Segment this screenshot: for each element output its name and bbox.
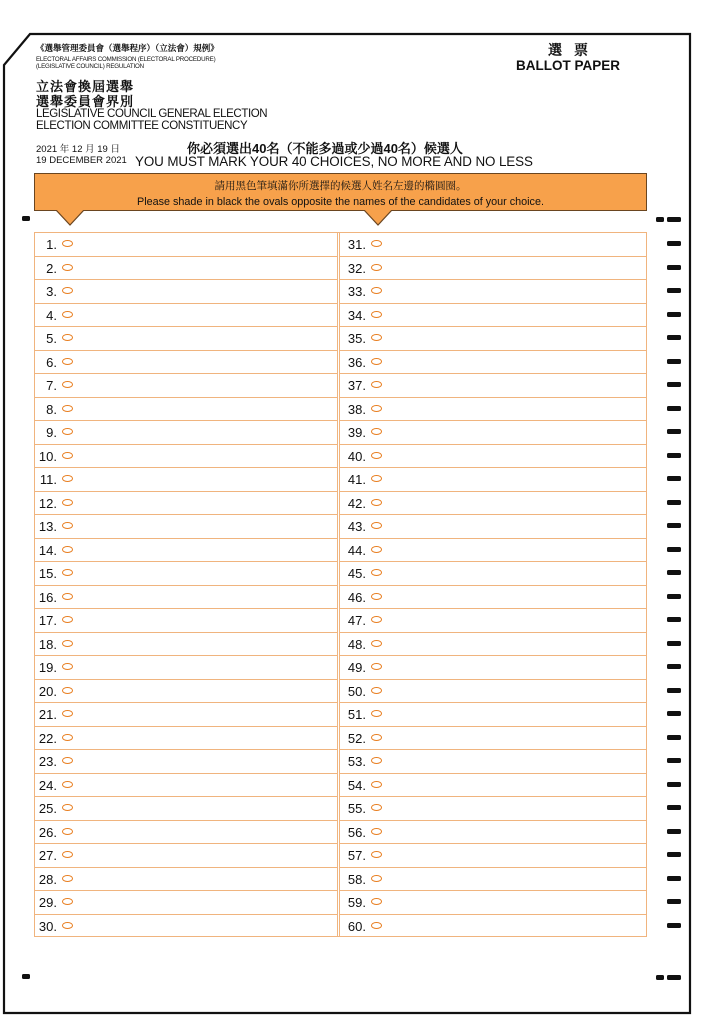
candidate-row xyxy=(340,468,646,492)
candidate-oval[interactable] xyxy=(62,734,73,741)
candidate-row xyxy=(35,562,337,586)
candidate-row xyxy=(340,327,646,351)
timing-mark xyxy=(667,359,681,364)
candidate-row xyxy=(35,421,337,445)
candidate-oval[interactable] xyxy=(62,499,73,506)
candidate-number: 39. xyxy=(347,425,366,440)
candidate-oval[interactable] xyxy=(371,640,382,647)
candidate-number: 59. xyxy=(347,895,366,910)
candidate-number: 34. xyxy=(347,307,366,323)
candidate-number: 13. xyxy=(38,519,57,534)
candidate-number: 2. xyxy=(46,260,57,276)
candidate-oval[interactable] xyxy=(62,663,73,670)
candidate-row xyxy=(35,868,337,892)
candidate-column-left xyxy=(35,233,337,936)
candidate-number: 33. xyxy=(347,284,366,299)
candidate-number: 56. xyxy=(347,824,366,840)
candidate-oval[interactable] xyxy=(62,546,73,553)
candidate-oval[interactable] xyxy=(371,311,382,318)
candidate-row xyxy=(340,915,646,939)
candidate-number: 40. xyxy=(347,448,366,464)
candidate-row xyxy=(35,492,337,516)
candidate-oval[interactable] xyxy=(371,710,382,717)
candidate-number: 47. xyxy=(347,613,366,628)
candidate-row xyxy=(340,233,646,257)
candidate-number: 8. xyxy=(46,401,57,417)
candidate-row xyxy=(340,398,646,422)
candidate-row xyxy=(340,750,646,774)
candidate-row xyxy=(340,656,646,680)
shade-instruction-en: Please shade in black the ovals opposite the names of the candidates of your choice. xyxy=(137,196,544,208)
candidate-oval[interactable] xyxy=(62,240,73,247)
candidate-oval[interactable] xyxy=(62,358,73,365)
candidate-number: 60. xyxy=(347,918,366,934)
candidate-number: 21. xyxy=(38,707,57,722)
candidate-oval[interactable] xyxy=(62,593,73,600)
candidate-row xyxy=(340,609,646,633)
candidate-oval[interactable] xyxy=(62,334,73,341)
candidate-number: 18. xyxy=(38,636,57,652)
candidate-row xyxy=(340,492,646,516)
candidate-oval[interactable] xyxy=(62,616,73,623)
candidate-number: 3. xyxy=(46,284,57,299)
candidate-oval[interactable] xyxy=(62,287,73,294)
candidate-number: 4. xyxy=(46,307,57,323)
candidate-oval[interactable] xyxy=(371,240,382,247)
candidate-oval[interactable] xyxy=(371,287,382,294)
candidate-row xyxy=(340,774,646,798)
shade-instruction-zh: 請用黑色筆填滿你所選擇的候選人姓名左邊的橢圓圈。 xyxy=(214,180,467,192)
candidate-number: 31. xyxy=(347,237,366,252)
timing-mark xyxy=(667,429,681,434)
timing-mark xyxy=(667,265,681,270)
candidate-oval[interactable] xyxy=(371,687,382,694)
candidate-number: 46. xyxy=(347,589,366,605)
candidate-row xyxy=(35,374,337,398)
candidate-row xyxy=(340,304,646,328)
candidate-oval[interactable] xyxy=(371,851,382,858)
candidate-number: 24. xyxy=(38,777,57,793)
timing-mark xyxy=(22,974,30,979)
candidate-row xyxy=(35,915,337,939)
candidate-number: 22. xyxy=(38,730,57,746)
candidate-oval[interactable] xyxy=(371,593,382,600)
candidate-row xyxy=(340,868,646,892)
candidate-row xyxy=(340,586,646,610)
election-title-en-2: ELECTION COMMITTEE CONSTITUENCY xyxy=(36,120,248,132)
candidate-row xyxy=(35,821,337,845)
candidate-oval[interactable] xyxy=(371,663,382,670)
candidate-oval[interactable] xyxy=(62,381,73,388)
candidate-row xyxy=(35,656,337,680)
candidate-oval[interactable] xyxy=(62,875,73,882)
timing-mark xyxy=(667,288,681,293)
timing-mark xyxy=(667,335,681,340)
candidate-row xyxy=(35,327,337,351)
candidate-row xyxy=(340,351,646,375)
candidate-number: 20. xyxy=(38,683,57,699)
candidate-row xyxy=(340,374,646,398)
candidate-number: 30. xyxy=(38,918,57,934)
candidate-oval[interactable] xyxy=(371,781,382,788)
candidate-number: 15. xyxy=(38,566,57,581)
timing-mark xyxy=(667,805,681,810)
timing-mark xyxy=(667,782,681,787)
timing-mark xyxy=(667,547,681,552)
candidate-number: 7. xyxy=(46,378,57,393)
candidate-number: 37. xyxy=(347,378,366,393)
ballot-title-en: BALLOT PAPER xyxy=(516,58,620,73)
candidate-row xyxy=(35,774,337,798)
timing-mark xyxy=(667,312,681,317)
election-title-zh-1: 立法會換屆選舉 xyxy=(36,79,135,94)
candidate-number: 35. xyxy=(347,331,366,346)
candidate-number: 6. xyxy=(46,354,57,370)
candidate-number: 38. xyxy=(347,401,366,417)
timing-mark xyxy=(656,975,664,980)
candidate-oval[interactable] xyxy=(62,922,73,929)
candidate-oval[interactable] xyxy=(62,452,73,459)
candidate-number: 14. xyxy=(38,542,57,558)
right-column-pointer-icon xyxy=(363,210,393,228)
candidate-oval[interactable] xyxy=(371,452,382,459)
candidate-oval[interactable] xyxy=(371,616,382,623)
candidate-number: 1. xyxy=(46,237,57,252)
candidate-oval[interactable] xyxy=(371,922,382,929)
candidate-number: 50. xyxy=(347,683,366,699)
candidate-oval[interactable] xyxy=(62,264,73,271)
candidate-number: 51. xyxy=(347,707,366,722)
candidate-oval[interactable] xyxy=(371,757,382,764)
timing-mark xyxy=(667,711,681,716)
candidate-number: 17. xyxy=(38,613,57,628)
candidate-oval[interactable] xyxy=(62,522,73,529)
candidate-oval[interactable] xyxy=(371,898,382,905)
candidate-number: 16. xyxy=(38,589,57,605)
commission-line-2: (LEGISLATIVE COUNCIL) REGULATION xyxy=(36,63,144,70)
candidate-number: 9. xyxy=(46,425,57,440)
candidate-oval[interactable] xyxy=(62,428,73,435)
candidate-oval[interactable] xyxy=(62,757,73,764)
candidate-number: 32. xyxy=(347,260,366,276)
timing-mark xyxy=(667,500,681,505)
candidate-oval[interactable] xyxy=(371,804,382,811)
candidate-number: 23. xyxy=(38,754,57,769)
timing-mark xyxy=(667,570,681,575)
timing-mark xyxy=(667,594,681,599)
candidate-row xyxy=(35,351,337,375)
candidate-oval[interactable] xyxy=(371,475,382,482)
choice-instruction-zh: 你必須選出40名（不能多過或少過40名）候選人 xyxy=(187,141,463,156)
timing-mark xyxy=(667,617,681,622)
timing-mark xyxy=(667,899,681,904)
candidate-oval[interactable] xyxy=(62,804,73,811)
candidate-oval[interactable] xyxy=(371,828,382,835)
timing-mark xyxy=(667,406,681,411)
candidate-row xyxy=(340,421,646,445)
candidate-row xyxy=(35,398,337,422)
candidate-row xyxy=(35,539,337,563)
timing-mark xyxy=(667,523,681,528)
candidate-number: 27. xyxy=(38,848,57,863)
candidate-number: 11. xyxy=(39,472,57,487)
election-title-en-1: LEGISLATIVE COUNCIL GENERAL ELECTION xyxy=(36,108,268,120)
candidate-oval[interactable] xyxy=(62,898,73,905)
candidate-oval[interactable] xyxy=(371,381,382,388)
candidate-number: 5. xyxy=(46,331,57,346)
candidate-number: 49. xyxy=(347,660,366,675)
candidate-row xyxy=(35,750,337,774)
timing-mark xyxy=(656,217,664,222)
shade-instruction-banner xyxy=(34,173,647,211)
candidate-row xyxy=(35,445,337,469)
timing-mark xyxy=(667,758,681,763)
candidate-number: 44. xyxy=(347,542,366,558)
timing-mark xyxy=(667,876,681,881)
timing-mark xyxy=(667,641,681,646)
timing-mark xyxy=(667,975,681,980)
left-column-pointer-icon xyxy=(55,210,85,228)
candidate-number: 19. xyxy=(38,660,57,675)
timing-mark xyxy=(667,735,681,740)
candidate-row xyxy=(340,680,646,704)
candidate-oval[interactable] xyxy=(371,522,382,529)
candidate-oval[interactable] xyxy=(62,640,73,647)
timing-mark xyxy=(667,382,681,387)
candidate-row xyxy=(35,797,337,821)
candidate-row xyxy=(35,586,337,610)
candidate-row xyxy=(35,703,337,727)
candidate-number: 36. xyxy=(347,354,366,370)
candidate-row xyxy=(35,468,337,492)
candidate-number: 43. xyxy=(347,519,366,534)
candidate-row xyxy=(340,703,646,727)
candidate-number: 42. xyxy=(347,495,366,511)
candidate-row xyxy=(340,727,646,751)
candidate-row xyxy=(35,680,337,704)
candidate-number: 58. xyxy=(347,871,366,887)
choice-instruction-en: YOU MUST MARK YOUR 40 CHOICES, NO MORE AND NO LESS xyxy=(135,154,533,169)
candidate-grid xyxy=(34,232,647,937)
candidate-row xyxy=(35,633,337,657)
candidate-row xyxy=(340,891,646,915)
candidate-oval[interactable] xyxy=(371,358,382,365)
timing-mark xyxy=(667,923,681,928)
candidate-number: 57. xyxy=(347,848,366,863)
timing-mark xyxy=(667,688,681,693)
candidate-row xyxy=(340,562,646,586)
candidate-number: 48. xyxy=(347,636,366,652)
candidate-number: 29. xyxy=(38,895,57,910)
candidate-number: 10. xyxy=(38,448,57,464)
timing-mark xyxy=(667,829,681,834)
candidate-oval[interactable] xyxy=(371,875,382,882)
candidate-row xyxy=(35,257,337,281)
candidate-oval[interactable] xyxy=(371,334,382,341)
candidate-row xyxy=(340,515,646,539)
candidate-oval[interactable] xyxy=(62,828,73,835)
candidate-oval[interactable] xyxy=(62,687,73,694)
candidate-number: 54. xyxy=(347,777,366,793)
candidate-oval[interactable] xyxy=(371,734,382,741)
candidate-row xyxy=(340,821,646,845)
candidate-number: 41. xyxy=(347,472,366,487)
timing-mark xyxy=(22,216,30,221)
candidate-oval[interactable] xyxy=(62,710,73,717)
timing-mark xyxy=(667,217,681,222)
candidate-row xyxy=(35,609,337,633)
candidate-row xyxy=(35,515,337,539)
candidate-oval[interactable] xyxy=(62,405,73,412)
candidate-row xyxy=(340,797,646,821)
candidate-row xyxy=(35,304,337,328)
candidate-number: 26. xyxy=(38,824,57,840)
candidate-number: 28. xyxy=(38,871,57,887)
candidate-number: 45. xyxy=(347,566,366,581)
candidate-row xyxy=(340,257,646,281)
candidate-number: 52. xyxy=(347,730,366,746)
timing-mark xyxy=(667,476,681,481)
candidate-oval[interactable] xyxy=(62,311,73,318)
timing-mark xyxy=(667,852,681,857)
candidate-row xyxy=(35,844,337,868)
candidate-oval[interactable] xyxy=(62,851,73,858)
candidate-number: 25. xyxy=(38,801,57,816)
election-date-zh: 2021 年 12 月 19 日 xyxy=(36,144,120,155)
candidate-row xyxy=(340,280,646,304)
candidate-column-right xyxy=(340,233,646,936)
candidate-oval[interactable] xyxy=(371,405,382,412)
timing-mark xyxy=(667,453,681,458)
candidate-oval[interactable] xyxy=(371,546,382,553)
candidate-number: 55. xyxy=(347,801,366,816)
candidate-row xyxy=(340,445,646,469)
candidate-row xyxy=(340,844,646,868)
ballot-title-zh: 選票 xyxy=(548,42,600,58)
candidate-row xyxy=(35,891,337,915)
candidate-oval[interactable] xyxy=(62,569,73,576)
timing-mark xyxy=(667,664,681,669)
candidate-oval[interactable] xyxy=(371,264,382,271)
candidate-row xyxy=(35,233,337,257)
election-title-zh-2: 選舉委員會界別 xyxy=(36,94,135,109)
candidate-oval[interactable] xyxy=(62,475,73,482)
candidate-number: 12. xyxy=(38,495,57,511)
candidate-oval[interactable] xyxy=(62,781,73,788)
regulation-reference: 《選舉管理委員會（選舉程序）（立法會）規例》 xyxy=(36,43,219,53)
commission-line-1: ELECTORAL AFFAIRS COMMISSION (ELECTORAL PROCEDURE) xyxy=(36,56,216,63)
candidate-number: 53. xyxy=(347,754,366,769)
election-date-en: 19 DECEMBER 2021 xyxy=(36,155,127,166)
candidate-row xyxy=(35,727,337,751)
candidate-row xyxy=(340,539,646,563)
timing-mark xyxy=(667,241,681,246)
candidate-row xyxy=(340,633,646,657)
candidate-oval[interactable] xyxy=(371,569,382,576)
candidate-oval[interactable] xyxy=(371,499,382,506)
candidate-row xyxy=(35,280,337,304)
candidate-oval[interactable] xyxy=(371,428,382,435)
